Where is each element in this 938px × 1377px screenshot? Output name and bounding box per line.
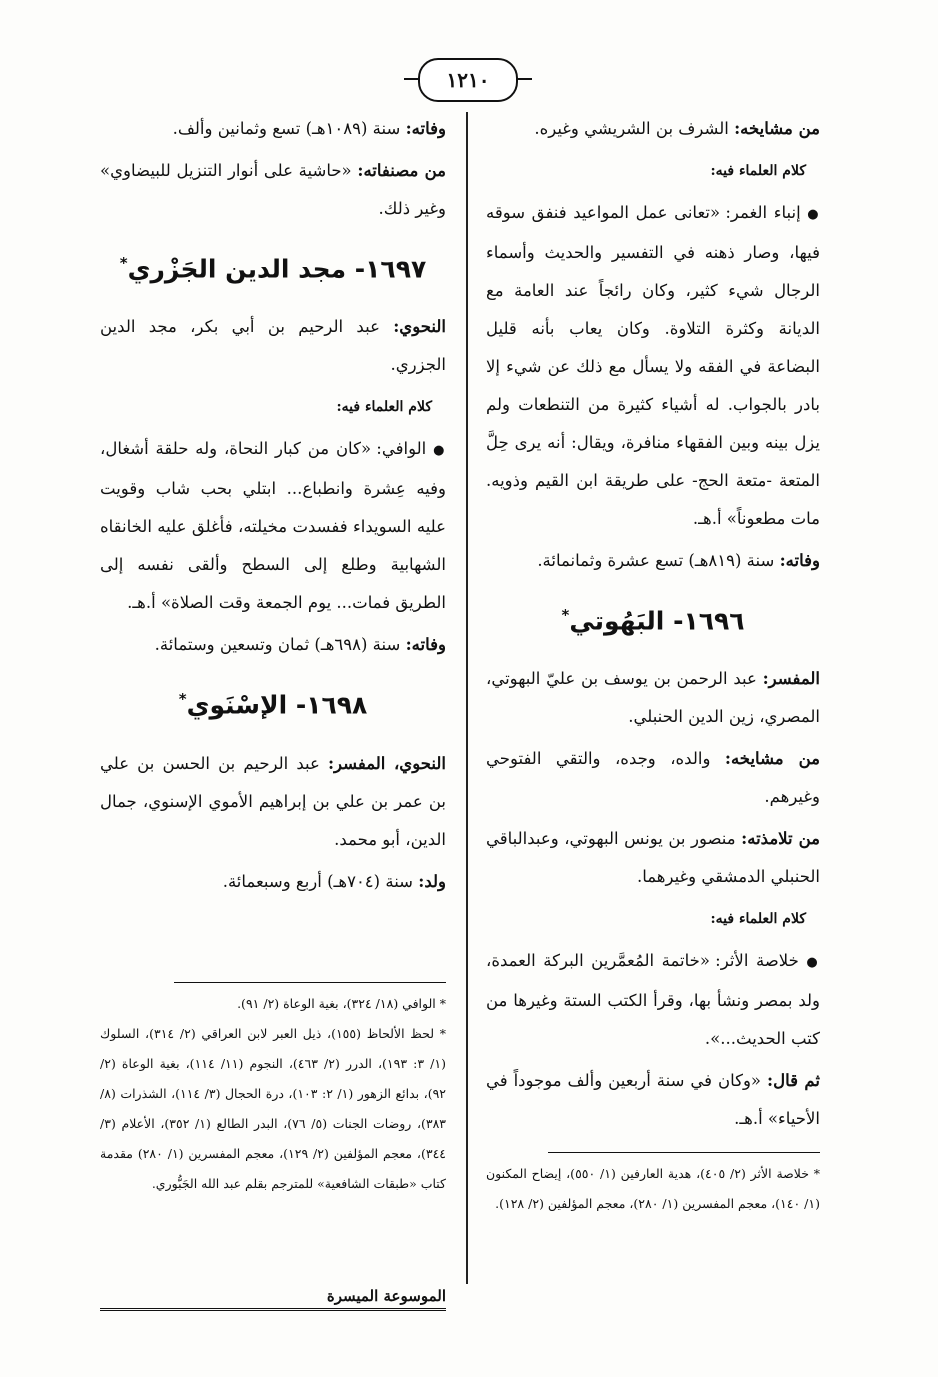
footnote: * خلاصة الأثر (٢/ ٤٠٥)، هدية العارفين (١/ ٥٥٠)، إيضاح المكنون (١/ ١٤٠)، معجم المفسرين (١/ ٢٨٠)، معجم المؤلفين (٢/ ١٢٨).	[486, 1166, 821, 1211]
role-text: عبد الرحمن بن يوسف بن عليّ البهوتي، المصري، زين الدين الحنبلي.	[486, 669, 820, 727]
page-number: ١٢١٠	[418, 58, 518, 102]
entry-title-text: ١٦٩٦- البَهُوتي	[569, 606, 745, 636]
running-footer	[100, 1284, 446, 1311]
entry-title-text: ١٦٩٨- الإسْنَوي	[186, 690, 368, 720]
death-text: سنة (٦٩٨هـ) ثمان وتسعين وستمائة.	[154, 635, 406, 655]
quote-text: «تعانى عمل المواعيد فنفق سوقه فيها، وصار ذهنه في التفسير والحديث وأسماء الرجال شيء كثير، وكان رائجاً عند العامة مع الديانة وكثرة التلاوة. وكان يعاب بأنه قليل البضاعة في الفقه ولا يسأل مع ذلك عن شيء إلا بادر بالجواب. له أشياء كثيرة من التنطعات ولم يزل بينه وبين الفقهاء منافرة، ويقال: أنه يرى حِلَّ المتعة -متعة الحج- على طريقة ابن القيم وذويه. مات مطعوناً» أ.هـ.	[486, 203, 820, 528]
footnote-star: *	[119, 254, 128, 272]
students-label: من تلامذته:	[741, 829, 821, 849]
footnote-1: * الوافي (١٨/ ٣٢٤)، بغية الوعاة (٢/ ٩١).	[237, 996, 446, 1011]
role-label: النحوي:	[393, 317, 446, 337]
role-paragraph-2	[100, 745, 446, 859]
footnote-rule	[548, 1152, 820, 1153]
ulama-heading-2: كلام العلماء فيه:	[710, 911, 806, 928]
shuyukh-text: والده، وجده، والتقي الفتوحي وغيرهم.	[486, 749, 820, 807]
birth-paragraph	[100, 863, 446, 901]
students-text: منصور بن يونس البهوتي، وعبدالباقي الحنبلي الدمشقي وغيرهما.	[486, 829, 820, 887]
quote2-source: خلاصة الأثر:	[715, 951, 799, 971]
quote-source: إنباء الغمر:	[725, 203, 801, 222]
death-paragraph	[100, 110, 446, 148]
right-column	[486, 110, 820, 1142]
column-divider	[466, 112, 468, 1284]
death-paragraph-2	[100, 626, 446, 664]
death-label: وفاته:	[779, 551, 820, 570]
teachers-text: الشرف بن الشريشي وغيره.	[534, 119, 735, 138]
left-column	[100, 110, 446, 905]
ulama-heading: كلام العلماء فيه:	[336, 399, 432, 416]
footnote-rule	[174, 982, 446, 983]
footnote-2: * لحظ الألحاظ (١٥٥)، ذيل العبر لابن العراقي (٢/ ٣١٤)، السلوك (١/ ٣: ١٩٣)، الدرر (٢/ ٤٦٣)، النجوم (١١/ ١١٤)، بغية الوعاة (٢/ ٩٢)، بدائع الزهور (١/ ٢: ١٠٣)، درة الحجال (٣/ ١١٤)، الشذرات (٨/ ٣٨٣)، روضات الجنات (٥/ ٧٦)، البدر الطالع (١/ ٣٥٢)، الأعلام (٣/ ٣٤٤)، معجم المؤلفين (٢/ ١٢٩)، معجم المفسرين (١/ ٢٨٠) مقدمة كتاب «طبقات الشافعية» للمترجم بقلم عبد الله الجَبُّوري.	[100, 1026, 447, 1191]
left-footnotes	[100, 982, 446, 1199]
role-paragraph	[100, 308, 446, 384]
birth-label: ولد:	[418, 871, 446, 891]
works-label: من مصنفاته:	[357, 161, 446, 180]
footnote-star: *	[561, 606, 570, 624]
bullet-icon: ●	[433, 443, 447, 459]
death-paragraph	[486, 542, 820, 580]
teachers-label: من مشايخه:	[734, 119, 820, 138]
entry-title-1698	[100, 680, 446, 724]
then-label: ثم قال:	[766, 1071, 821, 1091]
birth-text: سنة (٧٠٤هـ) أربع وسبعمائة.	[222, 871, 419, 891]
footnote-star: *	[178, 690, 187, 709]
death-label: وفاته:	[405, 119, 446, 138]
role-paragraph	[486, 660, 820, 736]
role-text: عبد الرحيم بن أبي بكر، مجد الدين الجزري.	[100, 317, 446, 375]
bullet-icon: ●	[806, 955, 821, 971]
quote-paragraph	[486, 194, 820, 538]
ulama-heading: كلام العلماء فيه:	[710, 163, 806, 179]
entry-title-text: ١٦٩٧- مجد الدين الجَزْري	[127, 254, 427, 284]
shuyukh-paragraph	[486, 740, 820, 816]
role-text: عبد الرحيم بن الحسن بن علي بن عمر بن علي بن إبراهيم الأموي الإسنوي، جمال الدين، أبو محمد.	[100, 753, 446, 849]
teachers-paragraph	[486, 110, 820, 148]
bullet-icon: ●	[807, 207, 820, 222]
then-paragraph	[486, 1062, 820, 1138]
students-paragraph	[486, 820, 820, 896]
footer-title: الموسوعة الميسرة	[326, 1287, 446, 1305]
quote-paragraph	[100, 430, 446, 622]
works-text: «حاشية على أنوار التنزيل للبيضاوي» وغير ذلك.	[100, 161, 446, 218]
quote-source: الوافي:	[376, 439, 427, 459]
entry-title-1697	[100, 244, 446, 288]
role-label: النحوي، المفسر:	[327, 753, 446, 773]
quote2-text: «خاتمة المُعمَّرين البركة العمدة، ولد بمصر ونشأ بها، وقرأ الكتب الستة وغيرها من كتب الحديث...».	[486, 951, 820, 1049]
works-paragraph	[100, 152, 446, 228]
death-text: سنة (٨١٩هـ) تسع عشرة وثمانمائة.	[537, 551, 780, 570]
shuyukh-label: من مشايخه:	[724, 749, 820, 769]
then-text: «وكان في سنة أربعين وألف موجوداً في الأحياء» أ.هـ.	[486, 1071, 820, 1129]
quote-text: «كان من كبار النحاة، وله حلقة أشغال، وفيه عِشرة وانطباع... ابتلي بحب شاب وقويت عليه السويداء ففسدت مخيلته، فأغلق عليه الخانقاه الشهابية وطلع إلى السطح وألقى نفسه إلى الطريق فمات... يوم الجمعة وقت الصلاة» أ.هـ.	[100, 439, 446, 613]
death-text: سنة (١٠٨٩هـ) تسع وثمانين وألف.	[172, 119, 406, 138]
entry-title-1696	[486, 596, 820, 640]
quote2-paragraph	[486, 942, 820, 1058]
right-footnotes	[486, 1152, 820, 1219]
role-label: المفسر:	[762, 669, 820, 689]
death-label: وفاته:	[405, 635, 446, 655]
